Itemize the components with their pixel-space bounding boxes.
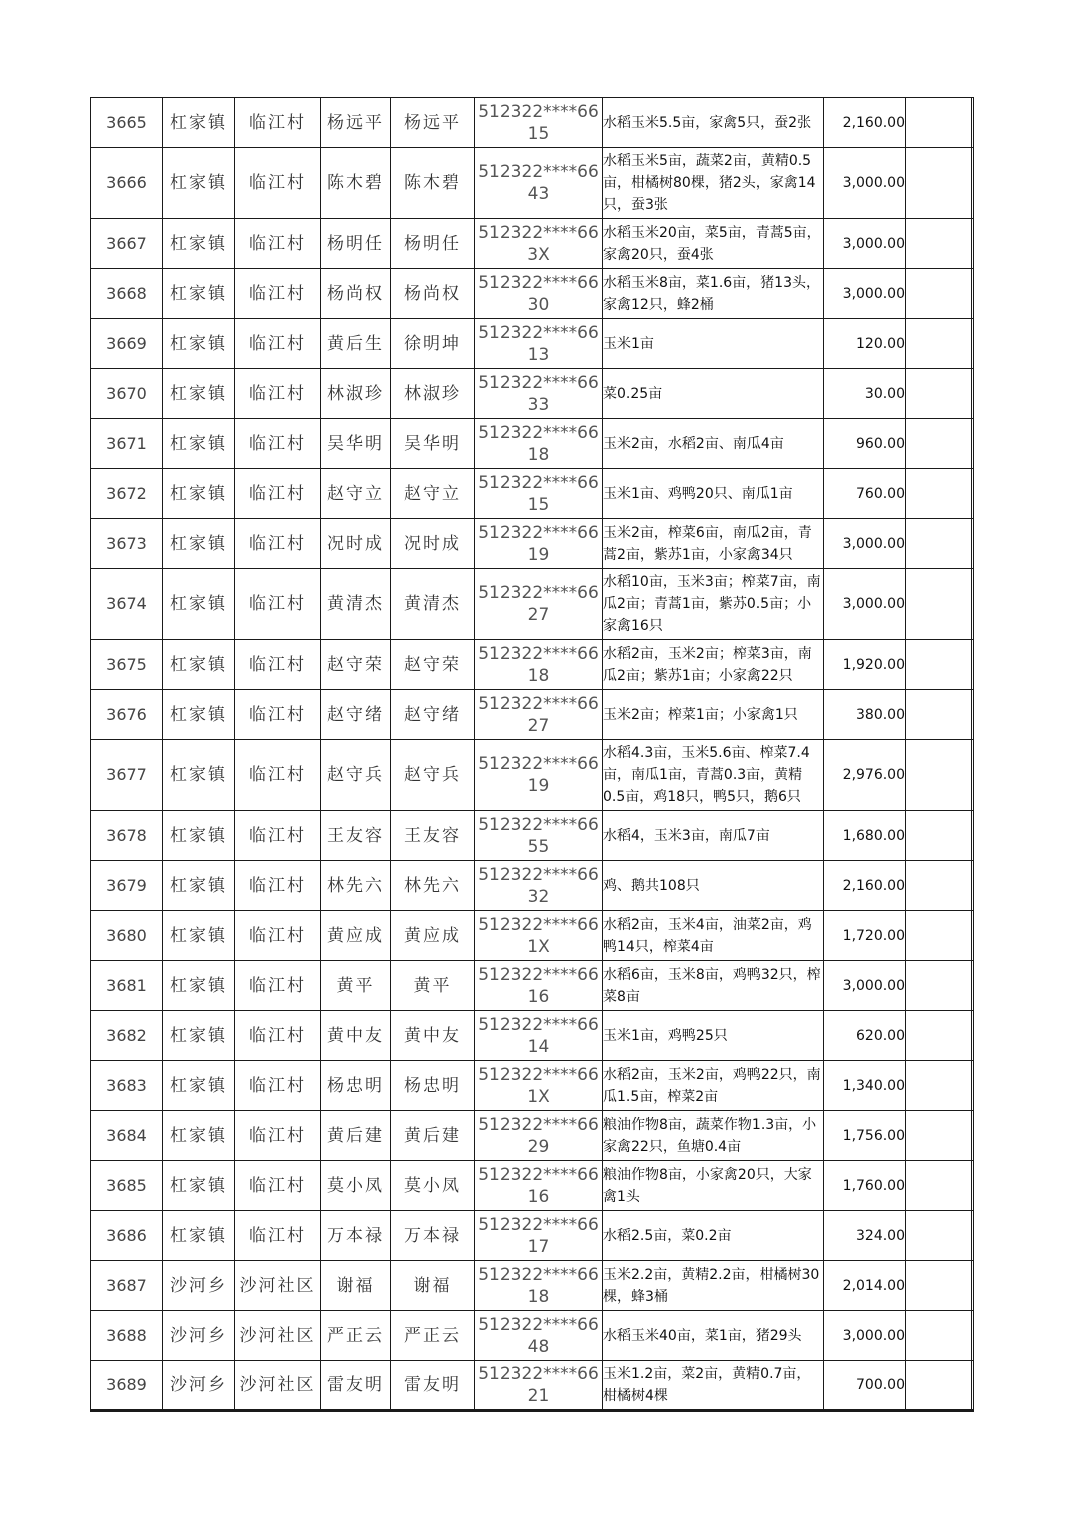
id-number-cell: 512322****6618 xyxy=(475,419,603,469)
id-number-cell: 512322****661X xyxy=(475,911,603,961)
householder-cell: 黄后生 xyxy=(321,319,391,369)
amount-cell: 2,160.00 xyxy=(824,98,906,148)
description-cell: 粮油作物8亩，小家禽20只，大家禽1头 xyxy=(603,1161,824,1211)
town-cell: 杠家镇 xyxy=(163,148,235,219)
table-row xyxy=(91,640,974,690)
town-cell: 杠家镇 xyxy=(163,419,235,469)
village-cell: 临江村 xyxy=(235,148,321,219)
town-cell: 杠家镇 xyxy=(163,369,235,419)
id-number-cell: 512322****6619 xyxy=(475,740,603,811)
row-number-cell: 3678 xyxy=(91,811,163,861)
village-cell: 临江村 xyxy=(235,690,321,740)
description-cell: 水稻玉米40亩，菜1亩，猪29头 xyxy=(603,1311,824,1361)
amount-cell: 1,680.00 xyxy=(824,811,906,861)
row-number-cell: 3679 xyxy=(91,861,163,911)
village-cell: 临江村 xyxy=(235,319,321,369)
householder-cell: 杨忠明 xyxy=(321,1061,391,1111)
table-edge xyxy=(972,961,974,1011)
note-cell xyxy=(906,1211,972,1261)
row-number-cell: 3682 xyxy=(91,1011,163,1061)
village-cell: 临江村 xyxy=(235,1211,321,1261)
description-cell: 玉米1.2亩，菜2亩，黄精0.7亩，柑橘树4棵 xyxy=(603,1361,824,1411)
recipient-cell: 林淑珍 xyxy=(391,369,475,419)
id-number-cell: 512322****6627 xyxy=(475,569,603,640)
id-number-cell: 512322****6617 xyxy=(475,1211,603,1261)
amount-cell: 620.00 xyxy=(824,1011,906,1061)
note-cell xyxy=(906,148,972,219)
village-cell: 临江村 xyxy=(235,1161,321,1211)
description-cell: 玉米2.2亩，黄精2.2亩，柑橘树30棵，蜂3桶 xyxy=(603,1261,824,1311)
householder-cell: 杨远平 xyxy=(321,98,391,148)
row-number-cell: 3684 xyxy=(91,1111,163,1161)
amount-cell: 3,000.00 xyxy=(824,219,906,269)
amount-cell: 1,340.00 xyxy=(824,1061,906,1111)
village-cell: 临江村 xyxy=(235,861,321,911)
note-cell xyxy=(906,961,972,1011)
amount-cell: 380.00 xyxy=(824,690,906,740)
table-row xyxy=(91,1361,974,1411)
town-cell: 杠家镇 xyxy=(163,569,235,640)
recipient-cell: 杨忠明 xyxy=(391,1061,475,1111)
description-cell: 玉米2亩；榨菜1亩；小家禽1只 xyxy=(603,690,824,740)
description-cell: 菜0.25亩 xyxy=(603,369,824,419)
householder-cell: 林先六 xyxy=(321,861,391,911)
amount-cell: 3,000.00 xyxy=(824,519,906,569)
table-edge xyxy=(972,1311,974,1361)
note-cell xyxy=(906,419,972,469)
row-number-cell: 3677 xyxy=(91,740,163,811)
recipient-cell: 万本禄 xyxy=(391,1211,475,1261)
householder-cell: 黄中友 xyxy=(321,1011,391,1061)
row-number-cell: 3676 xyxy=(91,690,163,740)
note-cell xyxy=(906,219,972,269)
town-cell: 沙河乡 xyxy=(163,1361,235,1411)
householder-cell: 况时成 xyxy=(321,519,391,569)
town-cell: 杠家镇 xyxy=(163,519,235,569)
village-cell: 沙河社区 xyxy=(235,1361,321,1411)
note-cell xyxy=(906,1161,972,1211)
description-cell: 玉米2亩，水稻2亩、南瓜4亩 xyxy=(603,419,824,469)
householder-cell: 黄应成 xyxy=(321,911,391,961)
town-cell: 杠家镇 xyxy=(163,861,235,911)
recipient-cell: 吴华明 xyxy=(391,419,475,469)
note-cell xyxy=(906,98,972,148)
recipient-cell: 雷友明 xyxy=(391,1361,475,1411)
amount-cell: 3,000.00 xyxy=(824,569,906,640)
table-body xyxy=(91,98,974,1411)
recipient-cell: 王友容 xyxy=(391,811,475,861)
id-number-cell: 512322****6648 xyxy=(475,1311,603,1361)
table-edge xyxy=(972,1211,974,1261)
householder-cell: 莫小凤 xyxy=(321,1161,391,1211)
table-row xyxy=(91,1211,974,1261)
note-cell xyxy=(906,640,972,690)
table-row xyxy=(91,1111,974,1161)
householder-cell: 吴华明 xyxy=(321,419,391,469)
id-number-cell: 512322****6615 xyxy=(475,469,603,519)
id-number-cell: 512322****6619 xyxy=(475,519,603,569)
recipient-cell: 杨远平 xyxy=(391,98,475,148)
table-edge xyxy=(972,861,974,911)
householder-cell: 杨尚权 xyxy=(321,269,391,319)
description-cell: 水稻2亩，玉米2亩；榨菜3亩，南瓜2亩；紫苏1亩；小家禽22只 xyxy=(603,640,824,690)
id-number-cell: 512322****6643 xyxy=(475,148,603,219)
row-number-cell: 3674 xyxy=(91,569,163,640)
village-cell: 临江村 xyxy=(235,961,321,1011)
description-cell: 玉米1亩，鸡鸭25只 xyxy=(603,1011,824,1061)
row-number-cell: 3671 xyxy=(91,419,163,469)
town-cell: 沙河乡 xyxy=(163,1261,235,1311)
table-row xyxy=(91,569,974,640)
amount-cell: 1,720.00 xyxy=(824,911,906,961)
town-cell: 杠家镇 xyxy=(163,961,235,1011)
id-number-cell: 512322****6618 xyxy=(475,1261,603,1311)
description-cell: 水稻玉米5.5亩，家禽5只，蚕2张 xyxy=(603,98,824,148)
village-cell: 临江村 xyxy=(235,1011,321,1061)
householder-cell: 赵守绪 xyxy=(321,690,391,740)
description-cell: 水稻玉米5亩，蔬菜2亩，黄精0.5亩，柑橘树80棵，猪2头，家禽14只，蚕3张 xyxy=(603,148,824,219)
table-row xyxy=(91,811,974,861)
village-cell: 临江村 xyxy=(235,469,321,519)
village-cell: 临江村 xyxy=(235,219,321,269)
table-edge xyxy=(972,1261,974,1311)
table-row xyxy=(91,911,974,961)
table-edge xyxy=(972,690,974,740)
recipient-cell: 黄应成 xyxy=(391,911,475,961)
row-number-cell: 3665 xyxy=(91,98,163,148)
note-cell xyxy=(906,690,972,740)
table-row xyxy=(91,269,974,319)
recipient-cell: 黄清杰 xyxy=(391,569,475,640)
table-edge xyxy=(972,1111,974,1161)
recipient-cell: 赵守兵 xyxy=(391,740,475,811)
householder-cell: 万本禄 xyxy=(321,1211,391,1261)
village-cell: 临江村 xyxy=(235,1111,321,1161)
town-cell: 杠家镇 xyxy=(163,1011,235,1061)
town-cell: 杠家镇 xyxy=(163,269,235,319)
row-number-cell: 3685 xyxy=(91,1161,163,1211)
note-cell xyxy=(906,1111,972,1161)
householder-cell: 黄平 xyxy=(321,961,391,1011)
village-cell: 沙河社区 xyxy=(235,1311,321,1361)
id-number-cell: 512322****6616 xyxy=(475,961,603,1011)
table-row xyxy=(91,469,974,519)
table-row xyxy=(91,219,974,269)
note-cell xyxy=(906,319,972,369)
row-number-cell: 3666 xyxy=(91,148,163,219)
id-number-cell: 512322****6616 xyxy=(475,1161,603,1211)
recipient-cell: 严正云 xyxy=(391,1311,475,1361)
table-edge xyxy=(972,569,974,640)
amount-cell: 1,756.00 xyxy=(824,1111,906,1161)
town-cell: 杠家镇 xyxy=(163,1211,235,1261)
description-cell: 水稻玉米20亩，菜5亩，青蒿5亩，家禽20只，蚕4张 xyxy=(603,219,824,269)
town-cell: 杠家镇 xyxy=(163,469,235,519)
village-cell: 临江村 xyxy=(235,98,321,148)
description-cell: 水稻10亩，玉米3亩；榨菜7亩，南瓜2亩；青蒿1亩，紫苏0.5亩；小家禽16只 xyxy=(603,569,824,640)
description-cell: 水稻4.3亩，玉米5.6亩、榨菜7.4亩，南瓜1亩，青蒿0.3亩，黄精0.5亩，鸡18只，鸭5只，鹅6只 xyxy=(603,740,824,811)
row-number-cell: 3668 xyxy=(91,269,163,319)
description-cell: 玉米1亩 xyxy=(603,319,824,369)
table-row xyxy=(91,1261,974,1311)
table-edge xyxy=(972,269,974,319)
recipient-cell: 黄平 xyxy=(391,961,475,1011)
table-row xyxy=(91,369,974,419)
village-cell: 临江村 xyxy=(235,1061,321,1111)
table-edge xyxy=(972,1011,974,1061)
table-edge xyxy=(972,740,974,811)
row-number-cell: 3680 xyxy=(91,911,163,961)
table-edge xyxy=(972,219,974,269)
amount-cell: 30.00 xyxy=(824,369,906,419)
note-cell xyxy=(906,1061,972,1111)
householder-cell: 王友容 xyxy=(321,811,391,861)
village-cell: 临江村 xyxy=(235,740,321,811)
householder-cell: 赵守兵 xyxy=(321,740,391,811)
table-row xyxy=(91,1161,974,1211)
recipient-cell: 陈木碧 xyxy=(391,148,475,219)
village-cell: 临江村 xyxy=(235,419,321,469)
table-edge xyxy=(972,98,974,148)
town-cell: 杠家镇 xyxy=(163,1111,235,1161)
description-cell: 水稻2亩，玉米4亩，油菜2亩，鸡鸭14只，榨菜4亩 xyxy=(603,911,824,961)
recipient-cell: 谢福 xyxy=(391,1261,475,1311)
amount-cell: 2,976.00 xyxy=(824,740,906,811)
table-row xyxy=(91,98,974,148)
householder-cell: 林淑珍 xyxy=(321,369,391,419)
note-cell xyxy=(906,1311,972,1361)
note-cell xyxy=(906,1361,972,1411)
note-cell xyxy=(906,569,972,640)
recipient-cell: 林先六 xyxy=(391,861,475,911)
note-cell xyxy=(906,1261,972,1311)
town-cell: 杠家镇 xyxy=(163,1061,235,1111)
table-edge xyxy=(972,811,974,861)
amount-cell: 960.00 xyxy=(824,419,906,469)
village-cell: 临江村 xyxy=(235,911,321,961)
householder-cell: 黄后建 xyxy=(321,1111,391,1161)
description-cell: 水稻2.5亩，菜0.2亩 xyxy=(603,1211,824,1261)
row-number-cell: 3686 xyxy=(91,1211,163,1261)
amount-cell: 324.00 xyxy=(824,1211,906,1261)
table-row xyxy=(91,961,974,1011)
householder-cell: 赵守立 xyxy=(321,469,391,519)
description-cell: 水稻2亩，玉米2亩，鸡鸭22只，南瓜1.5亩，榨菜2亩 xyxy=(603,1061,824,1111)
description-cell: 玉米1亩、鸡鸭20只、南瓜1亩 xyxy=(603,469,824,519)
id-number-cell: 512322****6630 xyxy=(475,269,603,319)
table-row xyxy=(91,319,974,369)
town-cell: 杠家镇 xyxy=(163,319,235,369)
table-edge xyxy=(972,911,974,961)
description-cell: 粮油作物8亩，蔬菜作物1.3亩，小家禽22只，鱼塘0.4亩 xyxy=(603,1111,824,1161)
householder-cell: 杨明任 xyxy=(321,219,391,269)
row-number-cell: 3675 xyxy=(91,640,163,690)
town-cell: 杠家镇 xyxy=(163,98,235,148)
row-number-cell: 3689 xyxy=(91,1361,163,1411)
town-cell: 杠家镇 xyxy=(163,1161,235,1211)
householder-cell: 赵守荣 xyxy=(321,640,391,690)
id-number-cell: 512322****6632 xyxy=(475,861,603,911)
note-cell xyxy=(906,911,972,961)
id-number-cell: 512322****663X xyxy=(475,219,603,269)
table-edge xyxy=(972,319,974,369)
table-row xyxy=(91,1311,974,1361)
householder-cell: 谢福 xyxy=(321,1261,391,1311)
recipient-cell: 杨明任 xyxy=(391,219,475,269)
row-number-cell: 3667 xyxy=(91,219,163,269)
town-cell: 杠家镇 xyxy=(163,811,235,861)
householder-cell: 黄清杰 xyxy=(321,569,391,640)
village-cell: 临江村 xyxy=(235,569,321,640)
amount-cell: 3,000.00 xyxy=(824,269,906,319)
amount-cell: 760.00 xyxy=(824,469,906,519)
subsidy-table xyxy=(90,97,974,1412)
row-number-cell: 3681 xyxy=(91,961,163,1011)
table-row xyxy=(91,861,974,911)
amount-cell: 700.00 xyxy=(824,1361,906,1411)
table-edge xyxy=(972,1361,974,1411)
id-number-cell: 512322****6621 xyxy=(475,1361,603,1411)
note-cell xyxy=(906,740,972,811)
amount-cell: 1,920.00 xyxy=(824,640,906,690)
table-edge xyxy=(972,419,974,469)
table-row xyxy=(91,148,974,219)
note-cell xyxy=(906,469,972,519)
recipient-cell: 赵守立 xyxy=(391,469,475,519)
table-row xyxy=(91,1011,974,1061)
recipient-cell: 况时成 xyxy=(391,519,475,569)
id-number-cell: 512322****6618 xyxy=(475,640,603,690)
row-number-cell: 3669 xyxy=(91,319,163,369)
id-number-cell: 512322****6614 xyxy=(475,1011,603,1061)
id-number-cell: 512322****6627 xyxy=(475,690,603,740)
table-edge xyxy=(972,1061,974,1111)
amount-cell: 2,014.00 xyxy=(824,1261,906,1311)
note-cell xyxy=(906,519,972,569)
village-cell: 临江村 xyxy=(235,519,321,569)
table-row xyxy=(91,1061,974,1111)
description-cell: 鸡、鹅共108只 xyxy=(603,861,824,911)
row-number-cell: 3673 xyxy=(91,519,163,569)
table-row xyxy=(91,419,974,469)
recipient-cell: 赵守荣 xyxy=(391,640,475,690)
town-cell: 沙河乡 xyxy=(163,1311,235,1361)
amount-cell: 1,760.00 xyxy=(824,1161,906,1211)
table-edge xyxy=(972,519,974,569)
recipient-cell: 赵守绪 xyxy=(391,690,475,740)
row-number-cell: 3670 xyxy=(91,369,163,419)
description-cell: 水稻6亩，玉米8亩，鸡鸭32只，榨菜8亩 xyxy=(603,961,824,1011)
table-edge xyxy=(972,369,974,419)
id-number-cell: 512322****6615 xyxy=(475,98,603,148)
village-cell: 临江村 xyxy=(235,811,321,861)
note-cell xyxy=(906,811,972,861)
town-cell: 杠家镇 xyxy=(163,911,235,961)
recipient-cell: 黄后建 xyxy=(391,1111,475,1161)
householder-cell: 陈木碧 xyxy=(321,148,391,219)
note-cell xyxy=(906,269,972,319)
amount-cell: 120.00 xyxy=(824,319,906,369)
town-cell: 杠家镇 xyxy=(163,740,235,811)
town-cell: 杠家镇 xyxy=(163,640,235,690)
householder-cell: 严正云 xyxy=(321,1311,391,1361)
id-number-cell: 512322****6629 xyxy=(475,1111,603,1161)
id-number-cell: 512322****6633 xyxy=(475,369,603,419)
town-cell: 杠家镇 xyxy=(163,690,235,740)
village-cell: 沙河社区 xyxy=(235,1261,321,1311)
recipient-cell: 莫小凤 xyxy=(391,1161,475,1211)
description-cell: 水稻4，玉米3亩，南瓜7亩 xyxy=(603,811,824,861)
recipient-cell: 徐明坤 xyxy=(391,319,475,369)
table-edge xyxy=(972,640,974,690)
note-cell xyxy=(906,369,972,419)
village-cell: 临江村 xyxy=(235,269,321,319)
table-edge xyxy=(972,1161,974,1211)
id-number-cell: 512322****6613 xyxy=(475,319,603,369)
village-cell: 临江村 xyxy=(235,640,321,690)
row-number-cell: 3687 xyxy=(91,1261,163,1311)
note-cell xyxy=(906,861,972,911)
town-cell: 杠家镇 xyxy=(163,219,235,269)
recipient-cell: 黄中友 xyxy=(391,1011,475,1061)
amount-cell: 3,000.00 xyxy=(824,148,906,219)
row-number-cell: 3683 xyxy=(91,1061,163,1111)
row-number-cell: 3688 xyxy=(91,1311,163,1361)
id-number-cell: 512322****661X xyxy=(475,1061,603,1111)
description-cell: 玉米2亩，榨菜6亩，南瓜2亩，青蒿2亩，紫苏1亩，小家禽34只 xyxy=(603,519,824,569)
amount-cell: 3,000.00 xyxy=(824,1311,906,1361)
amount-cell: 3,000.00 xyxy=(824,961,906,1011)
table-edge xyxy=(972,148,974,219)
table-row xyxy=(91,519,974,569)
recipient-cell: 杨尚权 xyxy=(391,269,475,319)
table-row xyxy=(91,740,974,811)
village-cell: 临江村 xyxy=(235,369,321,419)
amount-cell: 2,160.00 xyxy=(824,861,906,911)
id-number-cell: 512322****6655 xyxy=(475,811,603,861)
note-cell xyxy=(906,1011,972,1061)
description-cell: 水稻玉米8亩，菜1.6亩，猪13头，家禽12只，蜂2桶 xyxy=(603,269,824,319)
householder-cell: 雷友明 xyxy=(321,1361,391,1411)
table-row xyxy=(91,690,974,740)
table-edge xyxy=(972,469,974,519)
row-number-cell: 3672 xyxy=(91,469,163,519)
